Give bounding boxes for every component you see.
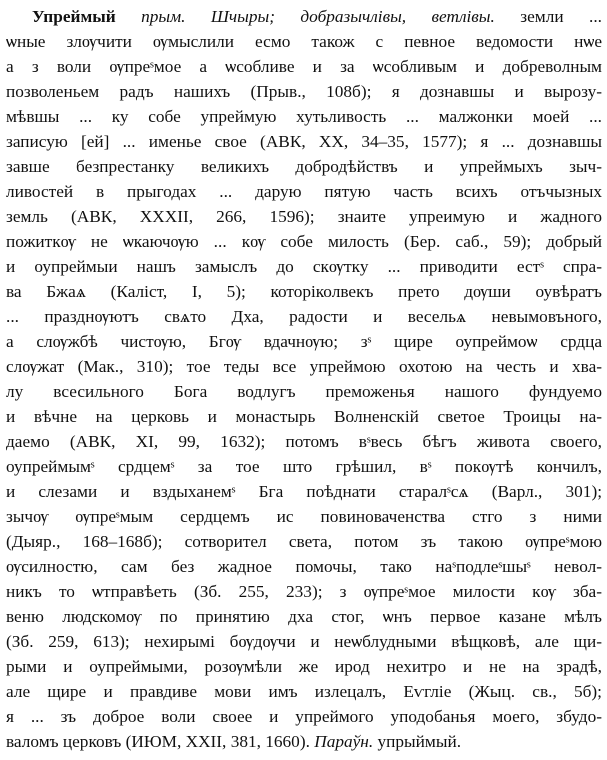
entry-line: даемо (АВК, XI, 99, 1632); потомъ вˢвесь бѣгъ живота своего, bbox=[6, 432, 602, 451]
entry-line: а з воли ѹпреˢмое а ѡсобливе и за ѡсобливым и добреволным bbox=[6, 57, 602, 76]
entry-line: и вѣчне на церковь и монастырь Волненскій светое Троицы на- bbox=[6, 407, 602, 426]
entry-line: записую [ей] ... именье свое (АВК, XX, 34–35, 1577); я ... дознавшы bbox=[6, 132, 602, 151]
entry-line: ливостей в прыгодах ... дарую пятую часть всихъ отъчызных bbox=[6, 182, 602, 201]
entry-line: ва Бжаѧ (Каліст, I, 5); которіколвекъ прето дѹши оувѣратъ bbox=[6, 282, 602, 301]
entry-line: ... празднѹютъ свѧто Дха, радости и весельѧ невымовъного, bbox=[6, 307, 602, 326]
entry-line: зычѹ ѹпреˢмым сердцемъ ис повиноваченства стго з ними bbox=[6, 507, 602, 526]
entry-line: (Зб. 259, 613); нехирымі бѹдѹчи и неѡблудными вѣщковѣ, але щи- bbox=[6, 632, 602, 651]
entry-line: веню людскомѹ по принятию дха стог, ѡнъ первое казане мѣлъ bbox=[6, 607, 602, 626]
entry-line: (Дыяр., 168–168б); сотворител света, потом зъ такою ѹпреˢмою bbox=[6, 532, 602, 551]
entry-line: пожиткѹ не ѡкаючѹю ... кѹ собе милость (Бер. саб., 59); добрый bbox=[6, 232, 602, 251]
entry-line: никъ то ѡтправѣеть (Зб. 255, 233); з ѹпреˢмое милости кѹ зба- bbox=[6, 582, 602, 601]
entry-line bbox=[6, 4, 602, 29]
definition: Шчыры; добразычлівы, ветлівы. bbox=[210, 7, 495, 26]
dictionary-entry bbox=[6, 4, 602, 754]
entry-line: але щире и правдиве мови имъ излецалъ, Еѵгліе (Жыц. св., 5б); bbox=[6, 682, 602, 701]
entry-line: ѹсилностю, сам без жадное помочы, тако наˢподлеˢшыˢ невол- bbox=[6, 557, 602, 576]
entry-line: земль (АВК, XXXII, 266, 1596); знаите упреимую и жадного bbox=[6, 207, 602, 226]
cross-reference-word: упрыймый. bbox=[377, 732, 462, 751]
grammar-label: прым. bbox=[141, 7, 186, 26]
entry-line: я ... зъ доброе воли своее и упреймого уподобанья моего, збудо- bbox=[6, 707, 602, 726]
cross-reference-label: Параўн. bbox=[314, 732, 374, 751]
quote-text: земли ... bbox=[520, 7, 602, 26]
entry-line: завше безпрестанку великихъ добродѣйствъ и упреймыхъ зыч- bbox=[6, 157, 602, 176]
entry-line: мѣвшы ... ку собе упреймую хутьливость ... малжонки моей ... bbox=[6, 107, 602, 126]
entry-line: и слезами и вздыханемˢ Бга поѣднати старалˢсѧ (Варл., 301); bbox=[6, 482, 602, 501]
entry-line: слѹжат (Мак., 310); тое теды все упреймою охотою на честь и хва- bbox=[6, 357, 602, 376]
entry-line: оупреймымˢ срдцемˢ за тое што грѣшил, вˢ покѹтѣ кончилъ, bbox=[6, 457, 602, 476]
entry-line: рыми и оупреймыми, розѹмѣли же ирод нехитро и не на зрадѣ, bbox=[6, 657, 602, 676]
entry-line: ѡные злѹчити ѹмыслили есмо також с певное ведомости нѡе bbox=[6, 32, 602, 51]
entry-line: лу всесильного Бога водлугъ преможенья нашого фундуемо bbox=[6, 382, 602, 401]
entry-line: и оупреймыи нашъ замыслъ до скѹтку ... приводити естˢ спра- bbox=[6, 257, 602, 276]
entry-line: а слѹжбѣ чистѹю, Бгѹ вдачнѹю; зˢ щире оупреймоѡ срдца bbox=[6, 332, 602, 351]
entry-line: позволеньем радъ нашихъ (Прыв., 108б); я дознавшы и вырозу- bbox=[6, 82, 602, 101]
entry-line bbox=[6, 729, 602, 754]
headword: Упреймый bbox=[32, 7, 116, 26]
quote-text: валомъ церковъ (ИЮМ, XXII, 381, 1660). bbox=[6, 732, 310, 751]
